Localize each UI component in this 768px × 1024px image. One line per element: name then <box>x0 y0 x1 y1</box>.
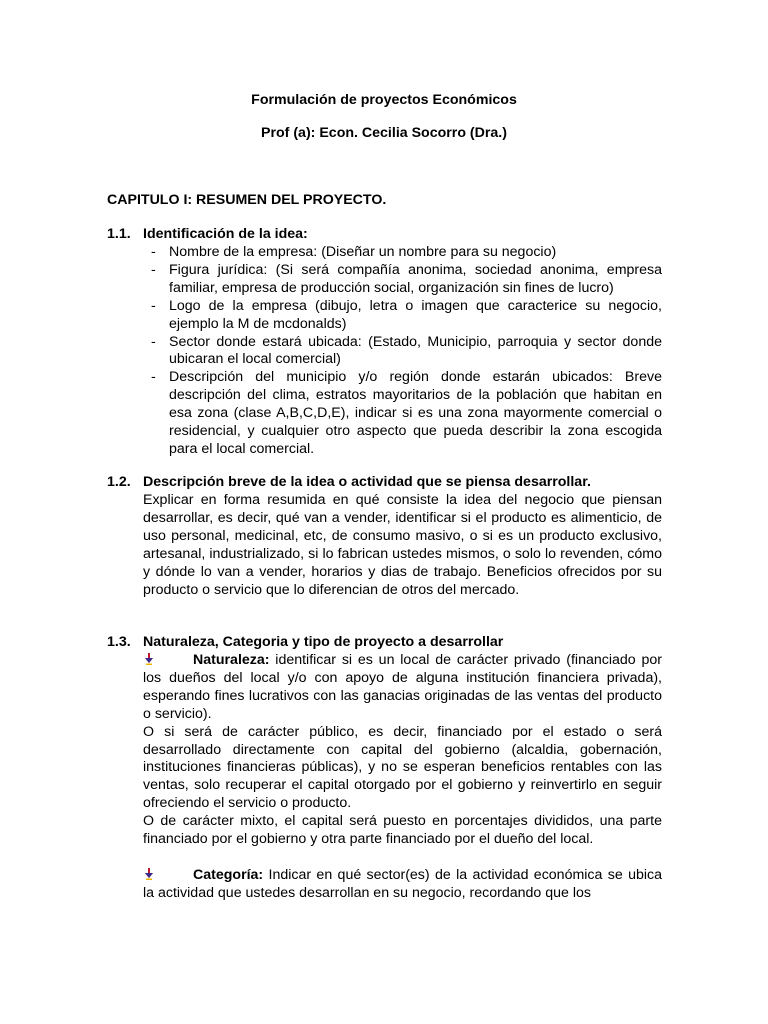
section-1-2 <box>107 474 662 599</box>
arrow-down-bullet-icon <box>143 653 155 665</box>
idea-item-text: Descripción del municipio y/o región donde estarán ubicados: Breve descripción del clima, estratos mayoritarios de la población que habitan en esa zona (clase A,B,C,D,E), indicar si es una zona mayormente comercial o residencial, y cualquier otro aspecto que pueda describir la zona escogida para el local comercial. <box>169 369 662 457</box>
naturaleza-text: identificar si es un local de carácter privado (financiado por los dueños del local y/o con apoyo de alguna institución financiera privada), esperando fines lucrativos con las ganacias originadas de las ventas del producto o servicio). <box>143 652 662 722</box>
idea-list-item <box>151 333 662 370</box>
dash-bullet: - <box>151 297 156 314</box>
dash-bullet: - <box>151 369 156 386</box>
dash-bullet: - <box>151 261 156 278</box>
document-title: Formulación de proyectos Económicos <box>251 92 517 108</box>
dash-bullet: - <box>151 333 156 350</box>
section-1-2-heading <box>107 474 662 492</box>
naturaleza-paragraph <box>143 652 662 724</box>
categoria-term: Categoría: <box>193 866 264 883</box>
section-1-3-heading <box>107 634 662 652</box>
section-1-3-number: 1.3. <box>107 634 131 650</box>
idea-description-paragraph: Explicar en forma resumida en qué consiste la idea del negocio que piensan desarrollar, es decir, qué van a vender, identificar si el producto es alimenticio, de uso personal, medicinal, etc, de consumo masivo, o si es un producto exclusivo, artesanal, industrializado, si lo fabrican ustedes mismos, o solo lo revenden, cómo y dónde lo van a vender, horarios y dias de trabajo. Beneficios ofrecidos por su producto o servicio que lo diferencian de otros del mercado. <box>143 492 662 598</box>
categoria-text: Indicar en qué sector(es) de la actividad económica se ubica la actividad que ustedes desarrollan en su negocio, recordando que los <box>143 866 662 901</box>
chapter-heading: CAPITULO I: RESUMEN DEL PROYECTO. <box>107 192 387 208</box>
section-1-2-number: 1.2. <box>107 474 131 490</box>
section-1-2-title: Descripción breve de la idea o actividad que se piensa desarrollar. <box>143 474 591 490</box>
publico-paragraph: O si será de carácter público, es decir, financiado por el estado o será desarrollado directamente con capital del gobierno (alcaldia, gobernación, instituciones financieras públicas), y no se esperan beneficios rentables con las ventas, solo recuperar el capital otorgado por el gobierno y reinvertirlo en seguir ofreciendo el servicio o producto. <box>143 723 662 812</box>
section-1-2-body <box>143 492 662 599</box>
idea-list-item <box>151 261 662 298</box>
dash-bullet: - <box>151 244 156 260</box>
idea-list-item <box>151 369 662 459</box>
idea-list <box>143 244 662 459</box>
idea-list-item <box>151 244 662 262</box>
section-1-3 <box>107 634 662 903</box>
arrow-down-bullet-icon <box>143 868 155 880</box>
section-1-3-body <box>143 652 662 903</box>
paragraph-spacer <box>143 849 662 867</box>
idea-item-text: Nombre de la empresa: (Diseñar un nombre para su negocio) <box>169 244 557 260</box>
section-1-1-heading <box>107 226 662 244</box>
idea-item-text: Sector donde estará ubicada: (Estado, Municipio, parroquia y sector donde ubicaran el local comercial) <box>169 333 662 368</box>
idea-list-item <box>151 297 662 334</box>
section-1-1 <box>107 226 662 459</box>
section-1-1-title: Identificación de la idea: <box>143 226 308 242</box>
naturaleza-term: Naturaleza: <box>193 652 270 668</box>
mixto-paragraph: O de carácter mixto, el capital será puesto en porcentajes divididos, una parte financiado por el gobierno y otra parte financiado por el dueño del local. <box>143 813 662 848</box>
categoria-paragraph <box>143 867 662 903</box>
professor-line: Prof (a): Econ. Cecilia Socorro (Dra.) <box>261 125 507 141</box>
idea-item-text: Figura jurídica: (Si será compañía anonima, sociedad anonima, empresa familiar, empresa de producción social, organización sin fines de lucro) <box>169 261 662 296</box>
section-1-1-body <box>143 244 662 459</box>
idea-item-text: Logo de la empresa (dibujo, letra o imagen que caracterice su negocio, ejemplo la M de mcdonalds) <box>169 297 662 332</box>
section-1-3-title: Naturaleza, Categoria y tipo de proyecto a desarrollar <box>143 634 504 650</box>
section-1-1-number: 1.1. <box>107 226 131 242</box>
